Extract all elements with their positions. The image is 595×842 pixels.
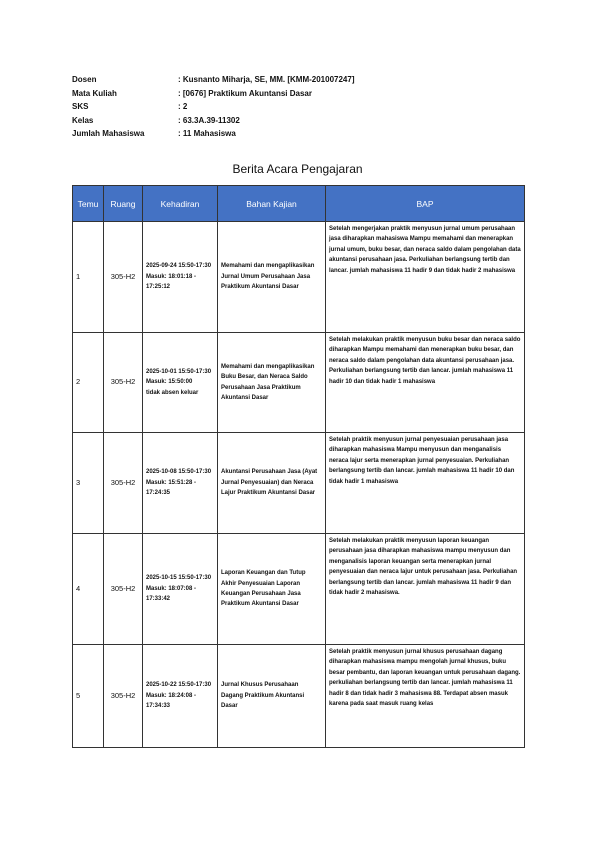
cell-bahan-kajian: Memahami dan mengaplikasikan Jurnal Umum Perusahaan Jasa Praktikum Akuntansi Dasar [218, 222, 326, 333]
course-info [72, 73, 354, 141]
cell-ruang: 305-H2 [104, 645, 143, 748]
info-value: : 63.3A.39-11302 [178, 115, 240, 125]
cell-bahan-kajian: Akuntansi Perusahaan Jasa (Ayat Jurnal Penyesuaian) dan Neraca Lajur Praktikum Akuntansi Dasar [218, 433, 326, 534]
cell-temu: 5 [73, 645, 104, 748]
info-label: Mata Kuliah [72, 88, 117, 98]
info-label: Jumlah Mahasiswa [72, 129, 145, 138]
cell-ruang: 305-H2 [104, 534, 143, 645]
cell-temu: 4 [73, 534, 104, 645]
info-label: Dosen [72, 75, 97, 84]
table-row [73, 433, 525, 534]
info-row-kelas [72, 114, 354, 128]
cell-bahan-kajian: Memahami dan mengaplikasikan Buku Besar, dan Neraca Saldo Perusahaan Jasa Praktikum Akuntansi Dasar [218, 333, 326, 433]
cell-temu: 1 [73, 222, 104, 333]
cell-bap: Setelah melakukan praktik menyusun buku besar dan neraca saldo diharapkan Mampu memahami dan menerapkan buku besar, dan neraca saldo dalam pengolahan data akuntansi perusahaan jasa. Perkuliahan berlangsung tertib dan lancar. jumlah mahasiswa 11 hadir 10 dan tidak hadir 1 mahasiswa [326, 333, 525, 433]
cell-kehadiran: 2025-10-22 15:50-17:30 Masuk: 18:24:08 - 17:34:33 [143, 645, 218, 748]
table-row [73, 534, 525, 645]
document-title: Berita Acara Pengajaran [232, 162, 363, 176]
info-value: : [0676] Praktikum Akuntansi Dasar [178, 88, 312, 98]
table-header-row [73, 186, 525, 222]
header-ruang: Ruang [104, 186, 143, 222]
cell-kehadiran: 2025-10-01 15:50-17:30 Masuk: 15:50:00 tidak absen keluar [143, 333, 218, 433]
info-row-dosen [72, 73, 354, 87]
cell-bahan-kajian: Laporan Keuangan dan Tutup Akhir Penyesuaian Laporan Keuangan Perusahaan Jasa Praktikum Akuntansi Dasar [218, 534, 326, 645]
cell-kehadiran: 2025-10-15 15:50-17:30 Masuk: 18:07:08 - 17:33:42 [143, 534, 218, 645]
header-kehadiran: Kehadiran [143, 186, 218, 222]
table-row [73, 333, 525, 433]
info-value: : 2 [178, 102, 188, 111]
cell-bahan-kajian: Jurnal Khusus Perusahaan Dagang Praktikum Akuntansi Dasar [218, 645, 326, 748]
cell-ruang: 305-H2 [104, 222, 143, 333]
cell-ruang: 305-H2 [104, 433, 143, 534]
table-row [73, 645, 525, 748]
header-temu: Temu [73, 186, 104, 222]
info-row-jumlah-mahasiswa [72, 127, 354, 141]
cell-ruang: 305-H2 [104, 333, 143, 433]
cell-temu: 3 [73, 433, 104, 534]
bap-table [72, 185, 525, 748]
table-row [73, 222, 525, 333]
cell-bap: Setelah mengerjakan praktik menyusun jurnal umum perusahaan jasa diharapkan mahasiswa Mampu memahami dan menerapkan jurnal umum, buku besar, dan neraca saldo dalam pengolahan data akuntansi perusahaan jasa. Perkuliahan berlangsung tertib dan lancar. jumlah mahasiswa 11 hadir 9 dan tidak hadir 2 mahasiswa [326, 222, 525, 333]
cell-bap: Setelah melakukan praktik menyusun laporan keuangan perusahaan jasa diharapkan mahasiswa mampu menyusun dan menganalisis laporan keuangan serta menerapkan jurnal penyesuaian dan neraca lajur untuk perusahaan jasa. Perkuliahan berlangsung tertib dan lancar. jumlah mahasiswa 11 hadir 9 dan tidak hadir 2 mahasiswa. [326, 534, 525, 645]
cell-bap: Setelah praktik menyusun jurnal khusus perusahaan dagang diharapkan mahasiswa mampu mengolah jurnal khusus, buku besar pembantu, dan laporan keuangan untuk perusahaan dagang. perkuliahan berlangsung tertib dan lancar. jumlah mahasiswa 11 hadir 8 dan tidak hadir 3 mahasiswa 88. Terdapat absen masuk karena pada saat masuk ruang kelas [326, 645, 525, 748]
cell-kehadiran: 2025-10-08 15:50-17:30 Masuk: 15:51:28 - 17:24:35 [143, 433, 218, 534]
header-bahan-kajian: Bahan Kajian [218, 186, 326, 222]
info-label: Kelas [72, 115, 94, 125]
info-value: : 11 Mahasiswa [178, 129, 236, 138]
info-label: SKS [72, 102, 89, 111]
info-row-sks [72, 100, 354, 114]
cell-bap: Setelah praktik menyusun jurnal penyesuaian perusahaan jasa diharapkan mahasiswa Mampu menyusun dan menganalisis neraca lajur serta menerapkan jurnal penyesuaian. Perkuliahan berlangsung tertib dan lancar. jumlah mahasiswa 11 hadir 10 dan tidak hadir 1 mahasiswa [326, 433, 525, 534]
header-bap: BAP [326, 186, 525, 222]
cell-kehadiran: 2025-09-24 15:50-17:30 Masuk: 18:01:18 - 17:25:12 [143, 222, 218, 333]
info-row-mata-kuliah [72, 87, 354, 101]
cell-temu: 2 [73, 333, 104, 433]
info-value: : Kusnanto Miharja, SE, MM. [KMM-201007247] [178, 75, 355, 84]
